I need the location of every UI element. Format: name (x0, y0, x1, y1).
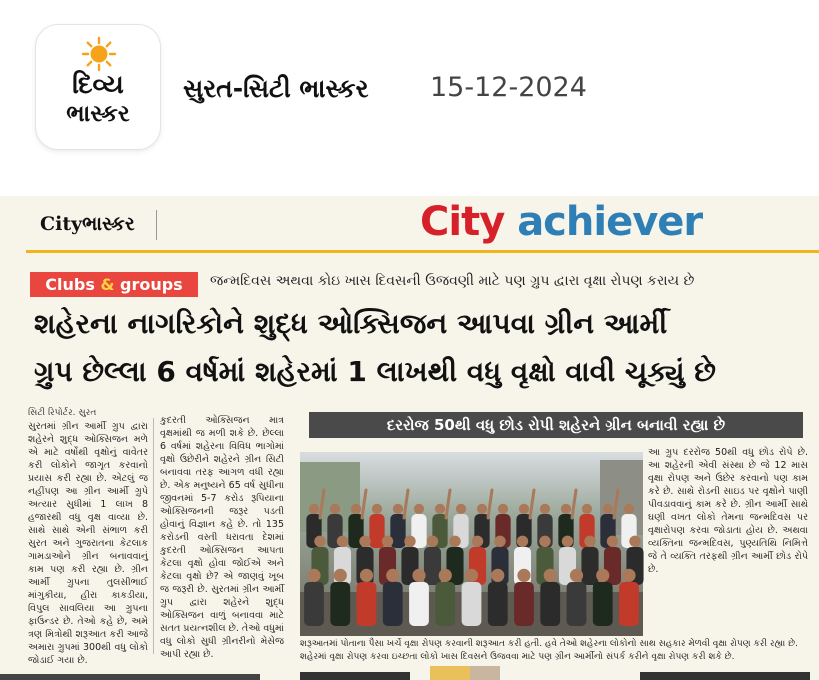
byline: સિટી રિપોર્ટર. સુરત (28, 408, 97, 418)
category-tag-amp: & (100, 275, 115, 294)
category-tag-part1: Clubs (45, 275, 101, 294)
logo-text-line2: ભાસ્કર (66, 101, 130, 127)
edition-title: સુરત-સિટી ભાસ્કર (183, 74, 369, 103)
section-title (420, 200, 702, 244)
body-column-3: આ ગ્રુપ દરરોજ 50થી વધુ છોડ રોપે છે. આ શહેરની એવી સંસ્થા છે જે 12 માસ વૃક્ષા રોપણ અને ઉછેર કરવાનો પણ કામ કરે છે. સાથે રોડની સાઇડ પર વૃક્ષોને પાણી પીવડાવવાનું કામ કરે છે. ગ્રીન આર્મી સાથે ઘણી વખત લોકો તેમના જન્મદિવસ પર વૃક્ષારોપણ કરવા જોડાતા હોય છે. અથવા વ્યક્તિના જન્મદિવસ, પુણ્યતિથિ નિમિત્તે જે તે વ્યક્તિ તરફથી ગ્રીન આર્મી છોડ રોપે છે. (648, 447, 808, 575)
body-column-2: કુદરતી ઓક્સિજન માત્ર વૃક્ષમાંથી જ મળી શકે છે. છેલ્લા 6 વર્ષમાં શહેરના વિવિધ ભાગોમાં વૃક્ષો ઉછેરીને શહેરને ગ્રીન સિટી બનાવવા તરફ આગળ વધી રહ્યા છે. એક મનુષ્યને 65 વર્ષ સુધીના જીવનમાં 5-7 કરોડ રૂપિયાના ઓક્સિજનની જરૂર પડતી હોવાનું વિજ્ઞાન કહે છે. તો 135 કરોડની વસ્તી ધરાવતા દેશમાં કુદરતી ઓક્સિજન આપતા કેટલા વૃક્ષો હોવા જોઈએ અને કેટલા વૃક્ષો છે? એ જાણવું ખૂબ જ જરૂરી છે. સુરતમાં ગ્રીન આર્મી ગ્રુપ દ્વારા શહેરને શુદ્ધ ઓક્સિજન વાળું બનાવવા માટે સતત પ્રયત્નશીલ છે. તેઓ વધુમાં વધુ લોકો સુધી ગ્રીનરીનો મેસેજ આપી રહ્યા છે. (160, 415, 284, 660)
section-title-achiever: achiever (504, 199, 703, 245)
divider (156, 210, 157, 240)
epaper-clipping[interactable] (0, 196, 819, 680)
photo-caption: શરૂઆતમાં પોતાના પૈસા ખર્ચે વૃક્ષા રોપણ કરવાની શરૂઆત કરી હતી. હવે તેઓ શહેરના લોકોનો સાથ સહકાર મેળવી વૃક્ષા રોપણ કરી રહ્યા છે. શહેરમાં વૃક્ષા રોપણ કરવા ઇચ્છતા લોકો ખાસ દિવસને ઉજવવા માટે પણ ગ્રીન આર્મીનો સંપર્ક કરીને વૃક્ષા રોપણ કરી શકે છે. (300, 639, 798, 662)
app-logo[interactable] (36, 25, 160, 149)
column-divider (153, 418, 154, 654)
logo-text-line1: દિવ્ય (72, 70, 124, 100)
category-tag-part2: groups (114, 275, 183, 294)
sun-icon (82, 37, 116, 71)
article-kicker: જન્મદિવસ અથવા કોઇ ખાસ દિવસની ઉજવણી માટે પણ ગ્રુપ દ્વારા વૃક્ષા રોપણ કરાય છે (210, 273, 695, 289)
group-photo (300, 452, 643, 636)
section-title-city: City (420, 199, 505, 245)
next-article-strip (0, 666, 819, 680)
subheading-bar: દરરોજ 50થી વધુ છોડ રોપી શહેરને ગ્રીન બનાવી રહ્યા છે (309, 412, 803, 438)
body-column-1: સુરતમાં ગ્રીન આર્મી ગ્રુપ દ્વારા શહેરને શુદ્ધ ઓક્સિજન મળે એ માટે વર્ષોથી વૃક્ષોનું વાવેતર કરી લોકોને જાગૃત કરવાનો પ્રયાસ કરી રહ્યા છે. એટલું જ નહીંપણ આ ગ્રીન આર્મી ગ્રુપે અત્યાર સુધીમાં 1 લાખ 8 હજારથી વધુ વૃક્ષ વાવ્યા છે. સાથે સાથે એની સંભાળ કરી સુરત અને ગુજરાતના કેટલાક ગામડાઓને ગ્રીન બનાવવાનું કામ પણ કરી રહ્યા છે. ગ્રીન આર્મી ગ્રુપના તુલસીભાઈ માંગુકીયા, હીરા કાકડીયા, વિપુલ સાવલિયા આ ગ્રુપના ફાઉન્ડર છે. તેઓ કહે છે, અમે ત્રણ મિત્રોથી શરૂઆત કરી આજે અમારા ગ્રુપમાં 300થી વધુ લોકો જોડાઈ ગયા છે. (28, 421, 148, 666)
edition-date: 15-12-2024 (430, 72, 587, 103)
section-rule (26, 250, 819, 253)
headline-line-1: શહેરના નાગરિકોને શુદ્ધ ઓક્સિજન આપવા ગ્રીન આર્મી (34, 307, 668, 340)
category-tag (30, 272, 198, 297)
section-brand: Cityભાસ્કર (40, 213, 135, 235)
headline-line-2: ગ્રુપ છેલ્લા 6 વર્ષમાં શહેરમાં 1 લાખથી વધુ વૃક્ષો વાવી ચૂક્યું છે (34, 355, 716, 388)
